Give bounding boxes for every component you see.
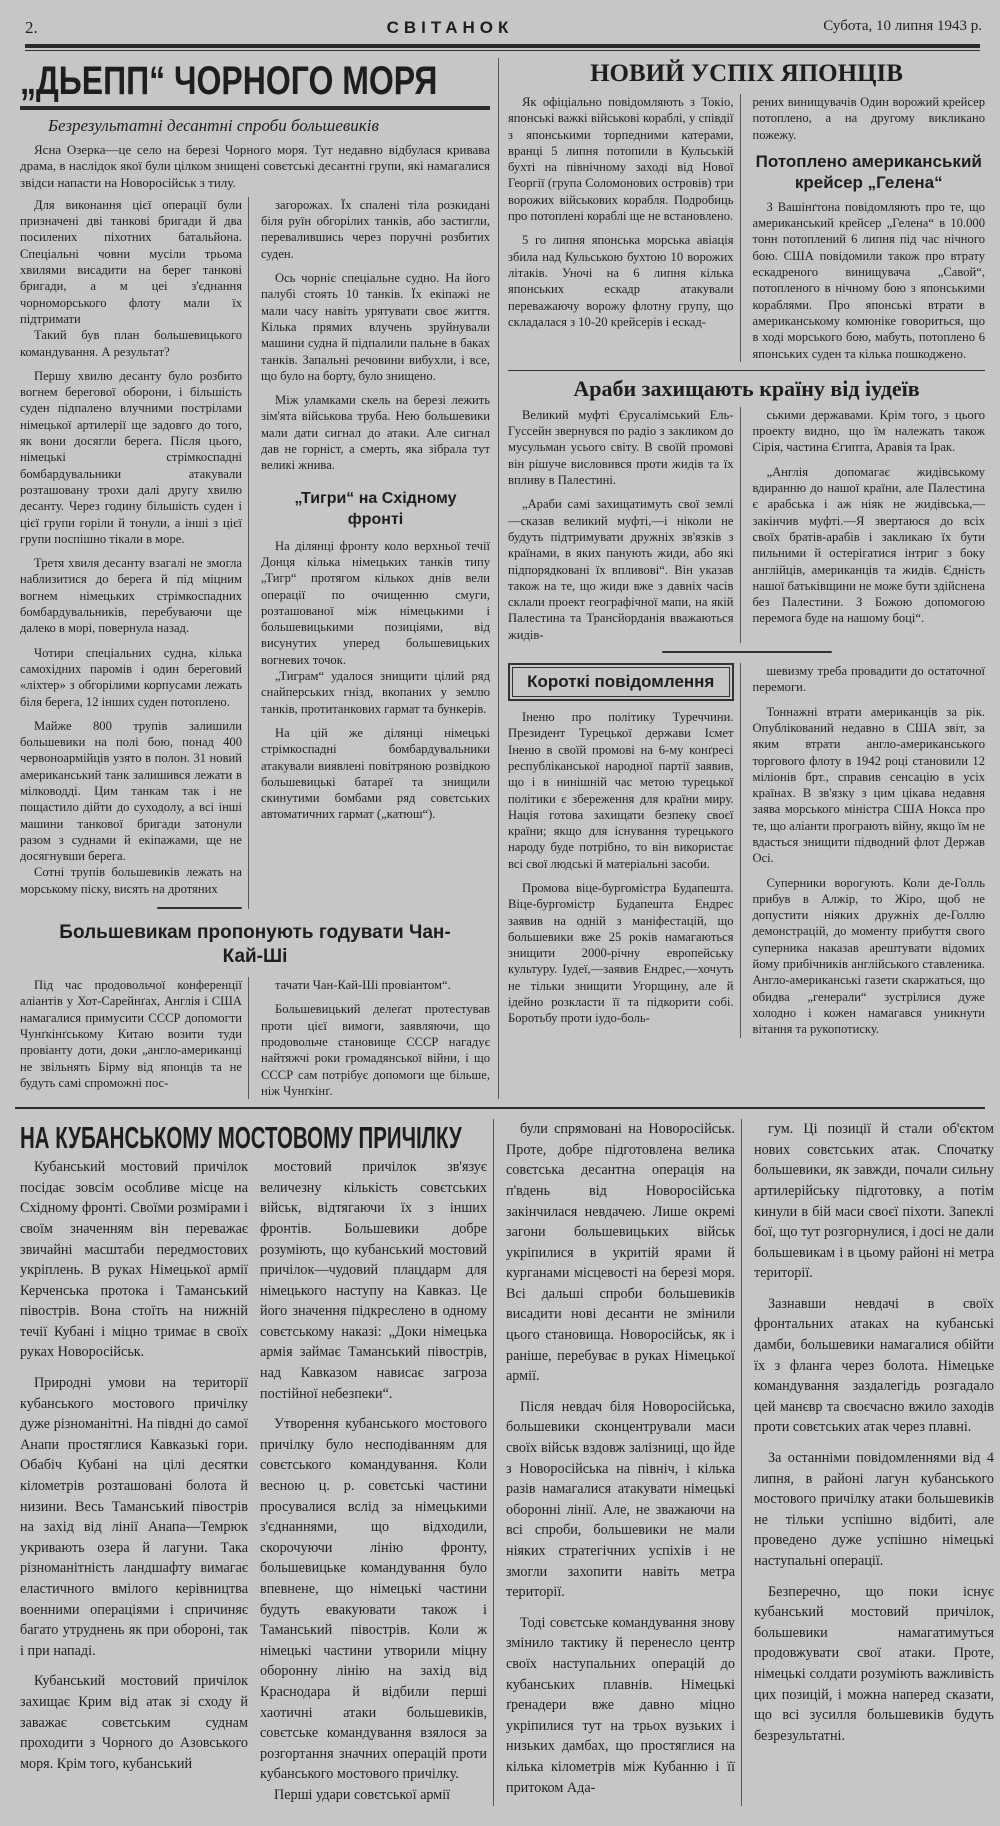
paragraph: гум. Ці позиції й стали об'єктом нових совєтських атак. Спочатку большевики, як завжди, почали сильну артилерійську підготовку, а потім кинули в бій маси своєї піхоти. Запеклі бої, що тут розгорнулися, і досі не дали большевикам і в цьому районі ні метра території. bbox=[754, 1121, 994, 1282]
ornament-divider bbox=[157, 907, 242, 909]
chiang-column-2 bbox=[261, 977, 490, 1099]
japan-column-2 bbox=[753, 94, 986, 362]
upper-section bbox=[20, 0, 985, 1099]
dieppe-intro bbox=[20, 142, 490, 191]
ornament-divider bbox=[662, 651, 832, 653]
paragraph: Тоді совєтське командування знову змінило тактику й перенесло центр своїх наступальних операцій до кубанських плавнів. Німецькі ґренадери вже давно міцно укріпилися тут на трьох вузьких і низьких дамбах, що простяглися на кілька кілометрів між Кубанню і її притоком Ада- bbox=[506, 1614, 735, 1796]
japan-headline: НОВИЙ УСПІХ ЯПОНЦІВ bbox=[590, 60, 903, 87]
japan-column-1 bbox=[508, 94, 741, 362]
paragraph: Великий муфті Єрусалімський Ель-Гуссейн звернувся по радіо з закликом до мусульман усього світу. В своїй промові він рішуче висловився проти жидів та їх впливу в Палестині. bbox=[508, 407, 734, 488]
paragraph: загорожах. Їх спалені тіла розкидані біля руїн обгорілих танків, або застигли, перевалившись через поручні розбитих суден. bbox=[261, 197, 490, 261]
paragraph: мостовий причілок зв'язує величезну кількість совєтських військ, відтягаючи їх з інших фронтів. Большевики добре розуміють, що кубанський мостовий причілок—чудовий плацдарм для німецького наступу на Кавказ. Це його значення підкреслено в одному совєтському наказі: „Доки німецька армія займає Таманський півострів, над Кавказом нависає загроза постійної небезпеки“. bbox=[260, 1159, 487, 1402]
paragraph: Утворення кубанського мостового причілку було несподіванням для совєтського командування. Коли весною ц. р. совєтські частини просувалися вслід за німецькими з'єднаннями, що відходили, скорочуючи лінію фронту, большевицьке командування було впевнене, що німецькі частини будуть евакуювати також і Таманський півострів. Коли ж німецькі частини утворили міцну оборонну лінію на захід від Краснодара й відбили перші хаотичні атаки большевиків, совєтське командування взялося за розгортання значних операцій проти кубанського мостового причілку. bbox=[260, 1416, 487, 1783]
page-number: 2. bbox=[25, 18, 38, 37]
paragraph: 5 го липня японська морська авіація збила над Кульською бухтою 10 ворожих літаків. Уночі на 6 липня кілька японських ескадр атакували переважаючу ворожу флотну групу, що складалася з 10-20 крейсерів і ескад- bbox=[508, 233, 734, 329]
paragraph: Третя хвиля десанту взагалі не змогла наблизитися до берега й під міцним вогнем німецьких стрімкоспадних бомбардувальників, перебуваючи ще далеко в морі, повернула назад. bbox=[20, 556, 242, 636]
dieppe-column-1 bbox=[20, 197, 249, 909]
paragraph: Зазнавши невдачі в своїх фронтальних атаках на кубанські дамби, большевики намагалися обійти їх з фланга через болота. Німецьке командування заздалегідь розгадало цей манєвр та своєчасно вжило заходів проти совєтських атак через плавні. bbox=[754, 1295, 994, 1436]
paragraph: Ясна Озерка—це село на березі Чорного моря. Тут недавно відбулася кривава драма, в наслідок якої були цілком знищені совєтські десантні групи, які намагалися звідси напасти на Новоросійськ з тилу. bbox=[20, 142, 490, 190]
chiang-columns bbox=[20, 977, 490, 1099]
dieppe-columns bbox=[20, 197, 490, 909]
dieppe-headline: „ДЬЕПП“ ЧОРНОГО МОРЯ bbox=[20, 59, 438, 103]
briefs-headline: Короткі повідомлення bbox=[527, 672, 715, 692]
headline-rule bbox=[20, 106, 490, 110]
paragraph: Такий був план большевицького командування. А результат? bbox=[20, 328, 242, 359]
chiang-column-1 bbox=[20, 977, 249, 1099]
paragraph: Між уламками скель на березі лежить зім'ята військова труба. Нею большевики мали дати сигнал до атаки. Але сигнал дав не горніст, а смерть, яка зібрала тут великі жнива. bbox=[261, 393, 490, 473]
issue-date: Субота, 10 липня 1943 р. bbox=[823, 18, 982, 34]
kuban-column-3 bbox=[506, 1119, 742, 1805]
paragraph: „Араби самі захищатимуть свої землі—сказав великий муфті,—і ніколи не будуть підтримувати дружніх зв'язків з країнами, в яких панують жиди, або які підпорядковані їх впливові“. Він указав також на те, що жиди вже з давніх часів склали проект географічної мапи, на якій Палестина та Трансйорданія вважаються жидів- bbox=[508, 497, 734, 642]
paragraph: ськими державами. Крім того, з цього проекту видно, що їм належать також Сірія, частина Єгипта, Аравія та Ірак. bbox=[752, 407, 985, 455]
paragraph: Після невдач біля Новоросійська, большевики сконцентрували маси своїх військ вздовж залізниці, що йде з Новоросійська на північ, і кілька разів намагалися атакувати німецькі оборонні лінії. Але, не зважаючи на всі спроби, большевики не мали ніяких стратегічних успіхів і не змогли захопити навіть метра території. bbox=[506, 1398, 735, 1601]
tigers-headline: „Тигри“ на Східному фронті bbox=[294, 489, 457, 528]
dieppe-subtitle: Безрезультатні десантні спроби большевиків bbox=[48, 116, 379, 135]
paragraph: Кубанський мостовий причілок посідає зовсім особливе місце на Східному фронті. Своїми розмірами і своїм значенням він переважає звичайні масштаби передмостових укріплень. В руках Німецької армії Керченська протока і Таманський півострів. Вона стоїть на нижній течії Кубані і міцно тримає в своїх руках Новоросійськ. bbox=[20, 1159, 248, 1361]
paragraph: На ділянці фронту коло верхньої течії Донця кілька німецьких танків типу „Тигр“ протягом кількох днів вели операції по очищенню смуги, розташованої між німецькими і большевицькими позиціями, від висунутих уперед большевицьких вогневих точок. bbox=[261, 538, 490, 667]
newspaper-title: СВІТАНОК bbox=[386, 18, 514, 37]
paragraph: були спрямовані на Новоросійськ. Проте, добре підготовлена велика совєтська десантна операція на п'вдень від Новоросійська закінчилася невдачею. Лише окремі загони большевицьких військ укріпилися в укритій ярами й курганами місцевості на березі моря. Всі дальші спроби большевиків висадити нові десанти не змінили цього становища. Новоросійськ, як і раніше, перебуває в руках Німецької армії. bbox=[506, 1121, 735, 1385]
paragraph: Перші удари совєтської армії bbox=[274, 1786, 451, 1803]
kuban-column-1 bbox=[20, 1157, 248, 1805]
paragraph: шевизму треба провадити до остаточної перемоги. bbox=[752, 664, 985, 695]
paragraph: Природні умови на території кубанського мостового причілку дуже різноманітні. На півдні до самої Анапи простяглися Кавказькі гори. Обабіч Кубані на цілі десятки кілометрів розташовані болота й низини. Весь Таманський півострів на захід від лінії Анапа—Темрюк укривають озера й лагуни. Така різноманітність ландшафту вимагає еластичного вмілого керівництва военними операціями і спричиняє багато утруднень як при обороні, так і при нападі. bbox=[20, 1375, 248, 1659]
arabs-columns bbox=[508, 407, 985, 643]
kuban-headline: НА КУБАНСЬКОМУ МОСТОВОМУ ПРИЧІЛКУ bbox=[20, 1120, 462, 1156]
briefs-heading-box bbox=[508, 663, 734, 701]
chiang-headline: Большевикам пропонують годувати Чан-Кай-Ші bbox=[59, 922, 451, 968]
kuban-column-4 bbox=[754, 1119, 994, 1805]
paragraph: Для виконання цієї операції були призначені дві танкові бригади й два посилених піхотних батальйона. Спеціальні човни мусіли трьома хвилями висадити на берег танкові бригади, а м цеі з'єднання чорноморського флоту мали їх підтримати bbox=[20, 197, 242, 326]
tigers-text bbox=[261, 538, 490, 823]
helena-text bbox=[753, 199, 986, 362]
paragraph: Під час продовольчої конференції аліантів у Хот-Сарейнґах, Англія і США намагалися примусити СССР допомогти Чунґкінґському Китаю возити туди провіанту доти, доки „англо-американці не звільнять Бірму від японців та не будуть самі спроможні пос- bbox=[20, 978, 242, 1090]
briefs-column-2 bbox=[753, 663, 986, 1038]
page-rule bbox=[15, 1107, 985, 1109]
arabs-headline: Араби захищають країну від іудеїв bbox=[573, 375, 920, 401]
kuban-column-2 bbox=[260, 1157, 494, 1805]
arabs-column-1 bbox=[508, 407, 741, 643]
japan-columns bbox=[508, 94, 985, 362]
kuban-headline-wrap bbox=[20, 1119, 494, 1157]
helena-headline: Потоплено американський крейсер „Гелена“ bbox=[755, 151, 982, 192]
kuban-section bbox=[20, 1119, 994, 1805]
paragraph: Кубанський мостовий причілок захищає Крим від атак зі сходу й заважає совєтським суднам проходити з Чорного до Азовського моря. Крім того, кубанський bbox=[20, 1673, 248, 1772]
paragraph: Чотири спеціальних судна, кілька самохідних паромів і один береговий «ліхтер» з обгорілими корпусами лежать біля берега, 12 інших суден потоплено. bbox=[20, 645, 242, 709]
section-rule bbox=[508, 370, 985, 371]
briefs-column-1 bbox=[508, 709, 734, 1027]
dieppe-column-1-text bbox=[20, 197, 242, 897]
paragraph: рених винищувачів Один ворожий крейсер потоплено, а на другому викликано пожежу. bbox=[752, 95, 985, 142]
paragraph: Безперечно, що поки існує кубанський мостовий причілок, большевики намагатимуться продовжувати свої атаки. Проте, німецькі солдати розуміють важливість цих позицій, і можна наперед сказати, що всі зусилля большевиків будуть безрезультатні. bbox=[754, 1583, 994, 1744]
right-area bbox=[499, 58, 985, 1099]
paragraph: На цій же ділянці німецькі стрімкоспадні бомбардувальники атакували виявлені повітряною розвідкою большевицькі батареї та знищили скинутими бомбами ряд совєтських автоматичних гармат („катюш“). bbox=[261, 725, 490, 822]
arabs-column-2 bbox=[753, 407, 986, 643]
briefs-column-1-wrap bbox=[508, 663, 741, 1038]
paragraph: Промова віце-бургомістра Будапешта. Віце-бургомістр Будапешта Ендрес заявив на одній з маніфестацій, що большевики вже 25 років намагаються знищити 2000-річну европейську культуру. Іудеї,—заявив Ендрес,—хочуть не тільки знищити Угорщину, але й ідейно розкласти її та підкорити собі. Боротьбу проти іудо-боль- bbox=[508, 880, 734, 1026]
paragraph: Майже 800 трупів залишили большевики на полі бою, понад 400 червоноармійців узято в полон. 31 новий американський танк залишився лежати в мілководді. Цим танкам так і не пощастило дійти до суходолу, а всі інші машини танкової бригади затонули разом з суднами й екіпажами, ще не досягнувши берега. bbox=[20, 718, 242, 864]
briefs-columns bbox=[508, 663, 985, 1038]
paragraph: Першу хвилю десанту було розбито вогнем берегової оборони, і більшість суден підпалено влучними пострілами німецької артилерії ще задовго до того, як вони досягли берега. Після цього, німецькі стрімкоспадні бомбардувальники атакували розташовану трохи далі другу хвилю десанту. Через годину більшість суден і цієї групи горіли й тонули, а інші з цієї групи поспішно тікали в море. bbox=[20, 368, 242, 546]
paragraph: „Тиграм“ удалося знищити цілий ряд снайперських гнізд, вкопаних у землю танків, протитанкових гармат та бункерів. bbox=[261, 669, 490, 716]
paragraph: Ось чорніє спеціальне судно. На його палубі стоять 10 танків. Їх екіпажі не мали часу навіть урятувати своє життя. Кілька прямих влучень зруйнували машини судна й підпалили пальне в баках танків. Запальні речовини вибухли, і все, що було на борту, було знищено. bbox=[261, 271, 490, 383]
paragraph: Як офіціально повідомляють з Токіо, японські важкі військові кораблі, у співдії з японськими торпедними катерами, вранці 5 липня потопили в Кульській бухті на північному заході від Нової Георгії (група Соломонових островів) три ворожих військових корабля. Подробиць про потоплені кораблі ще не встановлено. bbox=[508, 95, 734, 224]
paragraph: З Вашінґтона повідомляють про те, що американський крейсер „Гелена“ в 10.000 тонн потоплений 6 липня під час нічного бою. США повідомили також про втрату ескадреного винищувача „Савой“, потопленого в нічному бою з японськими кораблями. Про японські втрати в американському комюніке говориться, що в ході морського бою, мабуть, потоплено 6 японських суден та кілька пошкоджено. bbox=[752, 199, 985, 361]
paragraph: Тоннажні втрати американців за рік. Опублікований недавно в США звіт, за яким втрати англо-американського торгового флоту в 1942 році становили 12 міліонів брт., справив сенсацію в усіх країнах. В зв'язку з цим цікава недавня заява морського міністра США Нокса про те, що аліанти програють війну, якщо їм не вдасться знищити підводний флот Держав Осі. bbox=[752, 704, 985, 866]
dieppe-column-2 bbox=[261, 197, 490, 909]
dieppe-headline-wrap bbox=[20, 58, 490, 104]
paragraph: Іненю про політику Туреччини. Президент Турецької держави Ісмет Іненю в своїй промові на 6-му конґресі республіканської народної партії заявив, що і в нинішній час метою турецької політики є збереження для країни миру. Нація готова захищати безпеку своєї країни; якщо для існування турецького народу буде потрібно, то він використає всі свої людські й матеріальні засоби. bbox=[508, 710, 734, 871]
paragraph: Сотні трупів большевиків лежать на морському піску, висять на дротяних bbox=[20, 865, 242, 896]
paragraph: Суперники ворогують. Коли де-Голль прибув в Алжір, то Жіро, щоб не допустити ніяких дружніх де-Голлю демонстрацій, до моменту прибуття свого суперника наказав арештувати відомих йому прибічників англійського ставленика. Англо-американські газети скаржаться, що обидва „генерали“ зустрілися дуже холодно і кожен намагався уникнути вітання та рукопотиску. bbox=[752, 875, 985, 1037]
paragraph: „Англія допомагає жидівському вдиранню до нашої країни, але Палестина є арабська і аж ніяк не жидівська,—закінчив муфті.—Я звертаюся до всіх своїх братів-арабів і закликаю їх бути пильними й остерігатися інтриг з боку англійців, американців та жидів. Єдність нашої батьківщини не може бути здійснена без Палестини. З Божою допомогою перемога буде на нашому боці“. bbox=[752, 464, 985, 626]
paragraph: За останніми повідомленнями від 4 липня, в районі лагун кубанського мостового причілку атаки большевиків не тільки успішно відбиті, але проведено дуже успішно німецькі наступальні операції. bbox=[754, 1450, 994, 1570]
paragraph: Большевицький делеґат протестував проти цієї вимоги, заявляючи, що продовольче становище СССР нагадує найтяжчі роки громадянської війни, і що СССР сам потрібує допомоги ще більше, ніж Чунґкінґ. bbox=[261, 1002, 490, 1098]
dieppe-column-2-text bbox=[261, 197, 490, 474]
paragraph: тачати Чан-Кай-Ші провіантом“. bbox=[275, 978, 451, 993]
left-area bbox=[20, 58, 499, 1099]
